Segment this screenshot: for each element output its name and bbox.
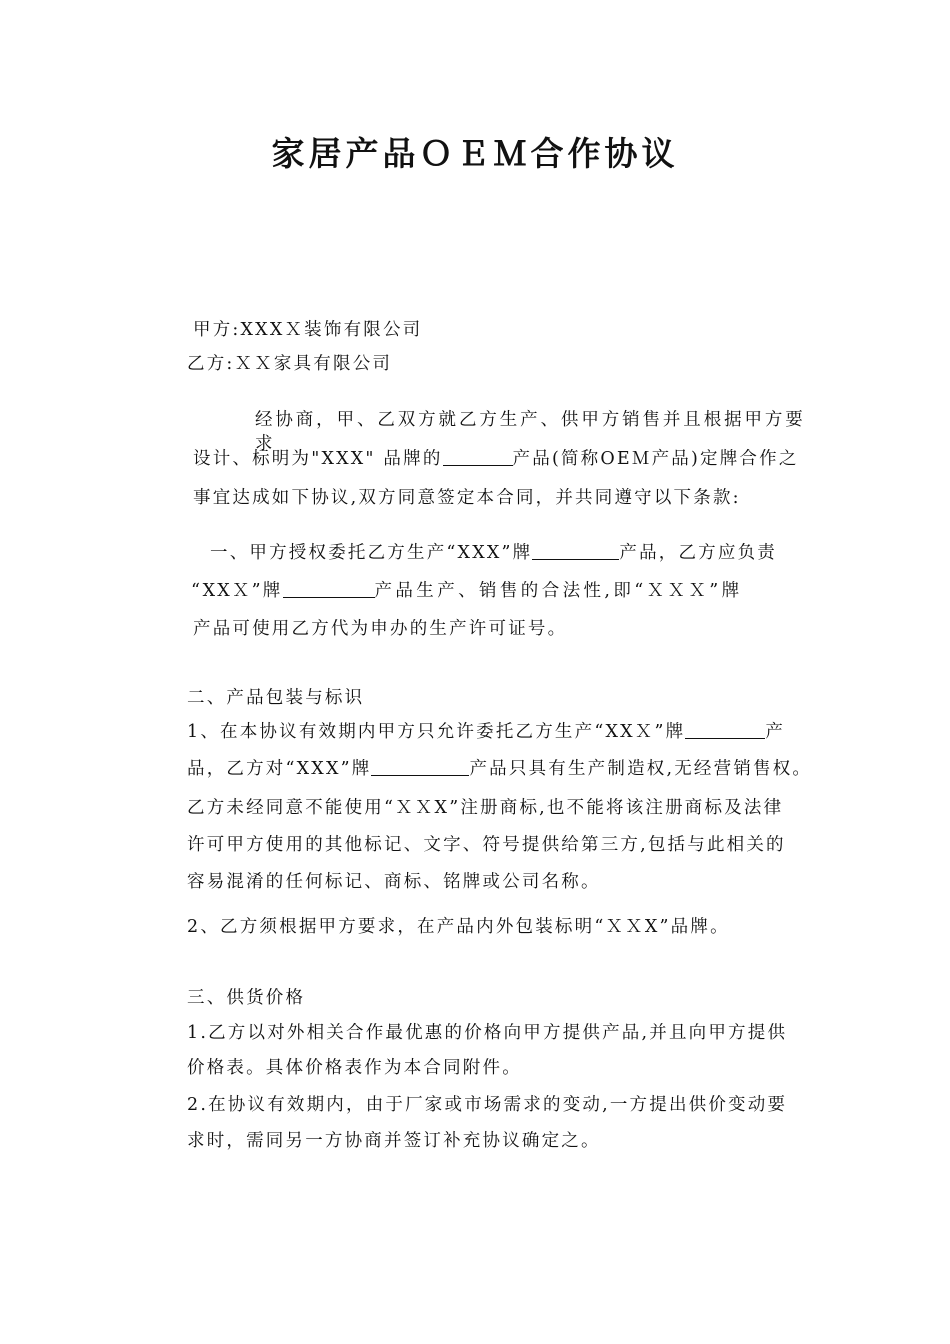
section-2-item-1-line-3: 乙方未经同意不能使用“ＸＸX”注册商标,也不能将该注册商标及法律 [187,798,784,818]
section-2-item-1-line-1-end: 产 [765,722,786,742]
clause-1-line-1 [210,541,850,565]
section-2-item-1-line-1-start: 1、在本协议有效期内甲方只允许委托乙方生产“XXＸ”牌 [187,722,686,742]
blank-line [685,722,765,739]
intro-line-2-end: 产品(简称OEＭ产品)定牌合作之 [512,449,799,469]
section-2-item-1-line-2 [187,757,827,781]
section-2-item-1-line-2-start: 品，乙方对“XXX”牌 [187,759,372,779]
section-3-item-1-line-1: 1.乙方以对外相关合作最优惠的价格向甲方提供产品,并且向甲方提供 [187,1023,788,1043]
blank-line [283,581,375,598]
blank-line [532,543,619,560]
party-a: 甲方:XXXＸ装饰有限公司 [193,320,423,340]
clause-1-line-1-end: 产品，乙方应负责 [619,543,777,563]
section-3-heading: 三、供货价格 [187,988,306,1008]
section-3-item-2-line-2: 求时，需同另一方协商并签订补充协议确定之。 [187,1131,601,1151]
section-3-item-2-line-1: 2.在协议有效期内，由于厂家或市场需求的变动,一方提出供价变动要 [187,1095,788,1115]
intro-line-3: 事宜达成如下协议,双方同意签定本合同，并共同遵守以下条款: [193,488,741,508]
section-3-item-1-line-2: 价格表。具体价格表作为本合同附件。 [187,1058,522,1078]
document-title: 家居产品ＯＥＭ合作协议 [271,134,679,173]
clause-1-line-2-start: “XXＸ”牌 [191,581,283,601]
intro-line-1: 经协商，甲、乙双方就乙方生产、供甲方销售并且根据甲方要求 [255,410,805,454]
section-2-item-1-line-4: 许可甲方使用的其他标记、文字、符号提供给第三方,包括与此相关的 [187,835,786,855]
party-b: 乙方:ＸＸ家具有限公司 [187,354,393,374]
intro-line-2-start: 设计、标明为"XXX" 品牌的 [193,449,443,469]
blank-line [371,759,469,776]
intro-line-2 [193,447,833,471]
section-2-heading: 二、产品包装与标识 [187,688,365,708]
section-2-item-1-line-5: 容易混淆的任何标记、商标、铭牌或公司名称。 [187,872,601,892]
section-2-item-2: 2、乙方须根据甲方要求，在产品内外包装标明“ＸＸX”品牌。 [187,917,730,937]
section-2-item-1-line-1 [187,720,827,744]
section-2-item-1-line-2-end: 产品只具有生产制造权,无经营销售权。 [469,759,813,779]
blank-line [443,449,513,466]
clause-1-line-3: 产品可使用乙方代为申办的生产许可证号。 [193,619,568,639]
clause-1-line-2-end: 产品生产、销售的合法性,即“ＸＸＸ”牌 [374,581,743,601]
clause-1-line-1-start: 一、甲方授权委托乙方生产“XXX”牌 [210,543,533,563]
clause-1-line-2 [191,579,831,603]
